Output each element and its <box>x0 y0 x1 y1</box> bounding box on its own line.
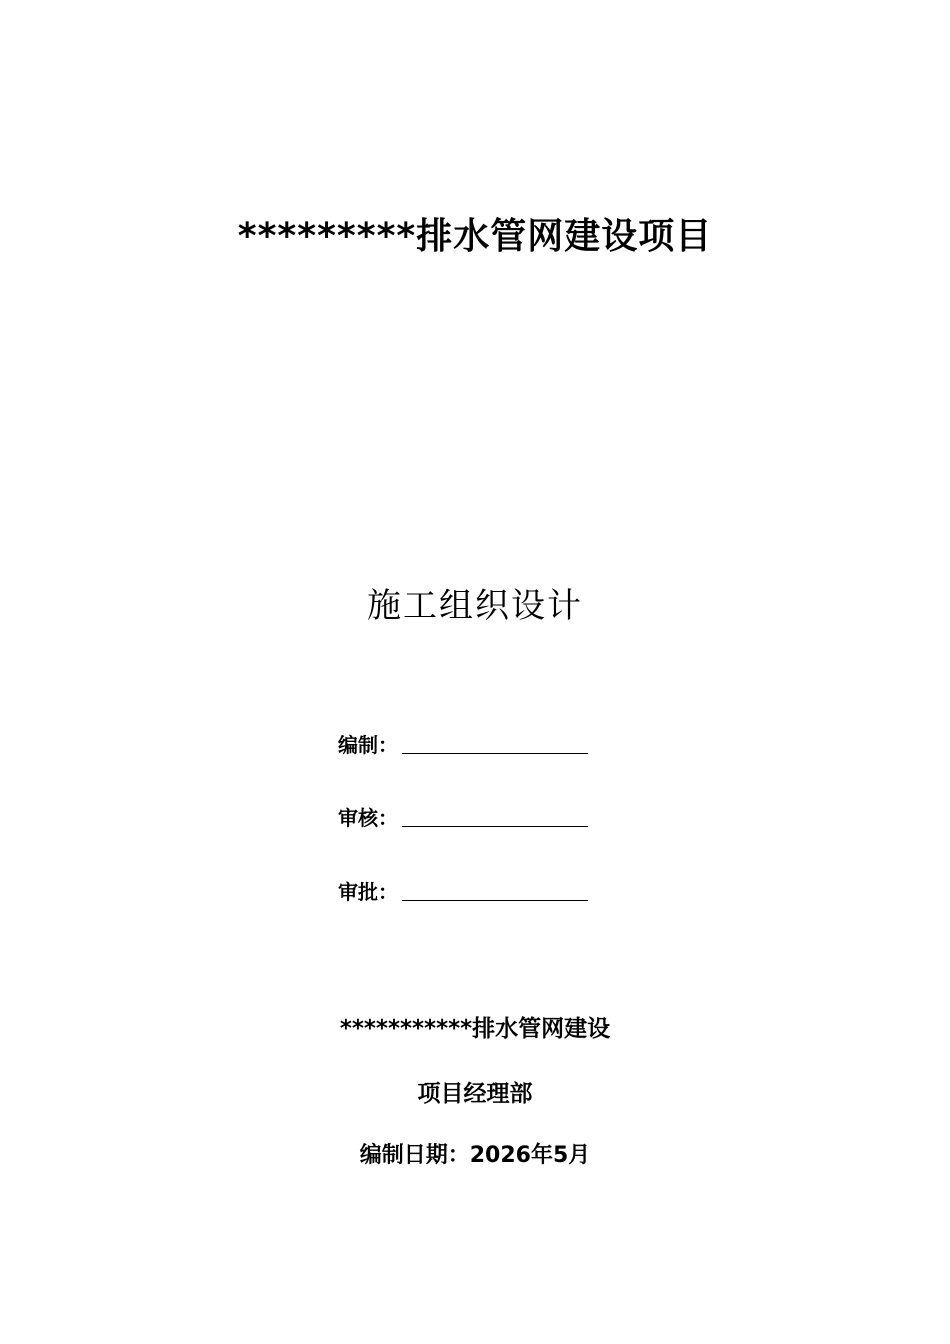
signature-label: 审核： <box>338 806 398 830</box>
organization-department: 项目经理部 <box>417 1081 533 1107</box>
compile-date: 编制日期：2026年5月 <box>359 1143 591 1168</box>
organization-name: ***********排水管网建设 <box>339 1016 611 1042</box>
signature-row-approved <box>338 875 588 905</box>
signature-row-reviewed <box>338 801 588 831</box>
signature-blank-line <box>402 900 588 901</box>
signature-blank-line <box>402 826 588 827</box>
document-title: 施工组织设计 <box>367 586 583 626</box>
project-title: *********排水管网建设项目 <box>237 216 713 257</box>
signature-blank-line <box>402 753 588 754</box>
signature-label: 编制： <box>338 733 398 757</box>
signature-label: 审批： <box>338 880 398 904</box>
signature-row-compiled <box>338 728 588 758</box>
